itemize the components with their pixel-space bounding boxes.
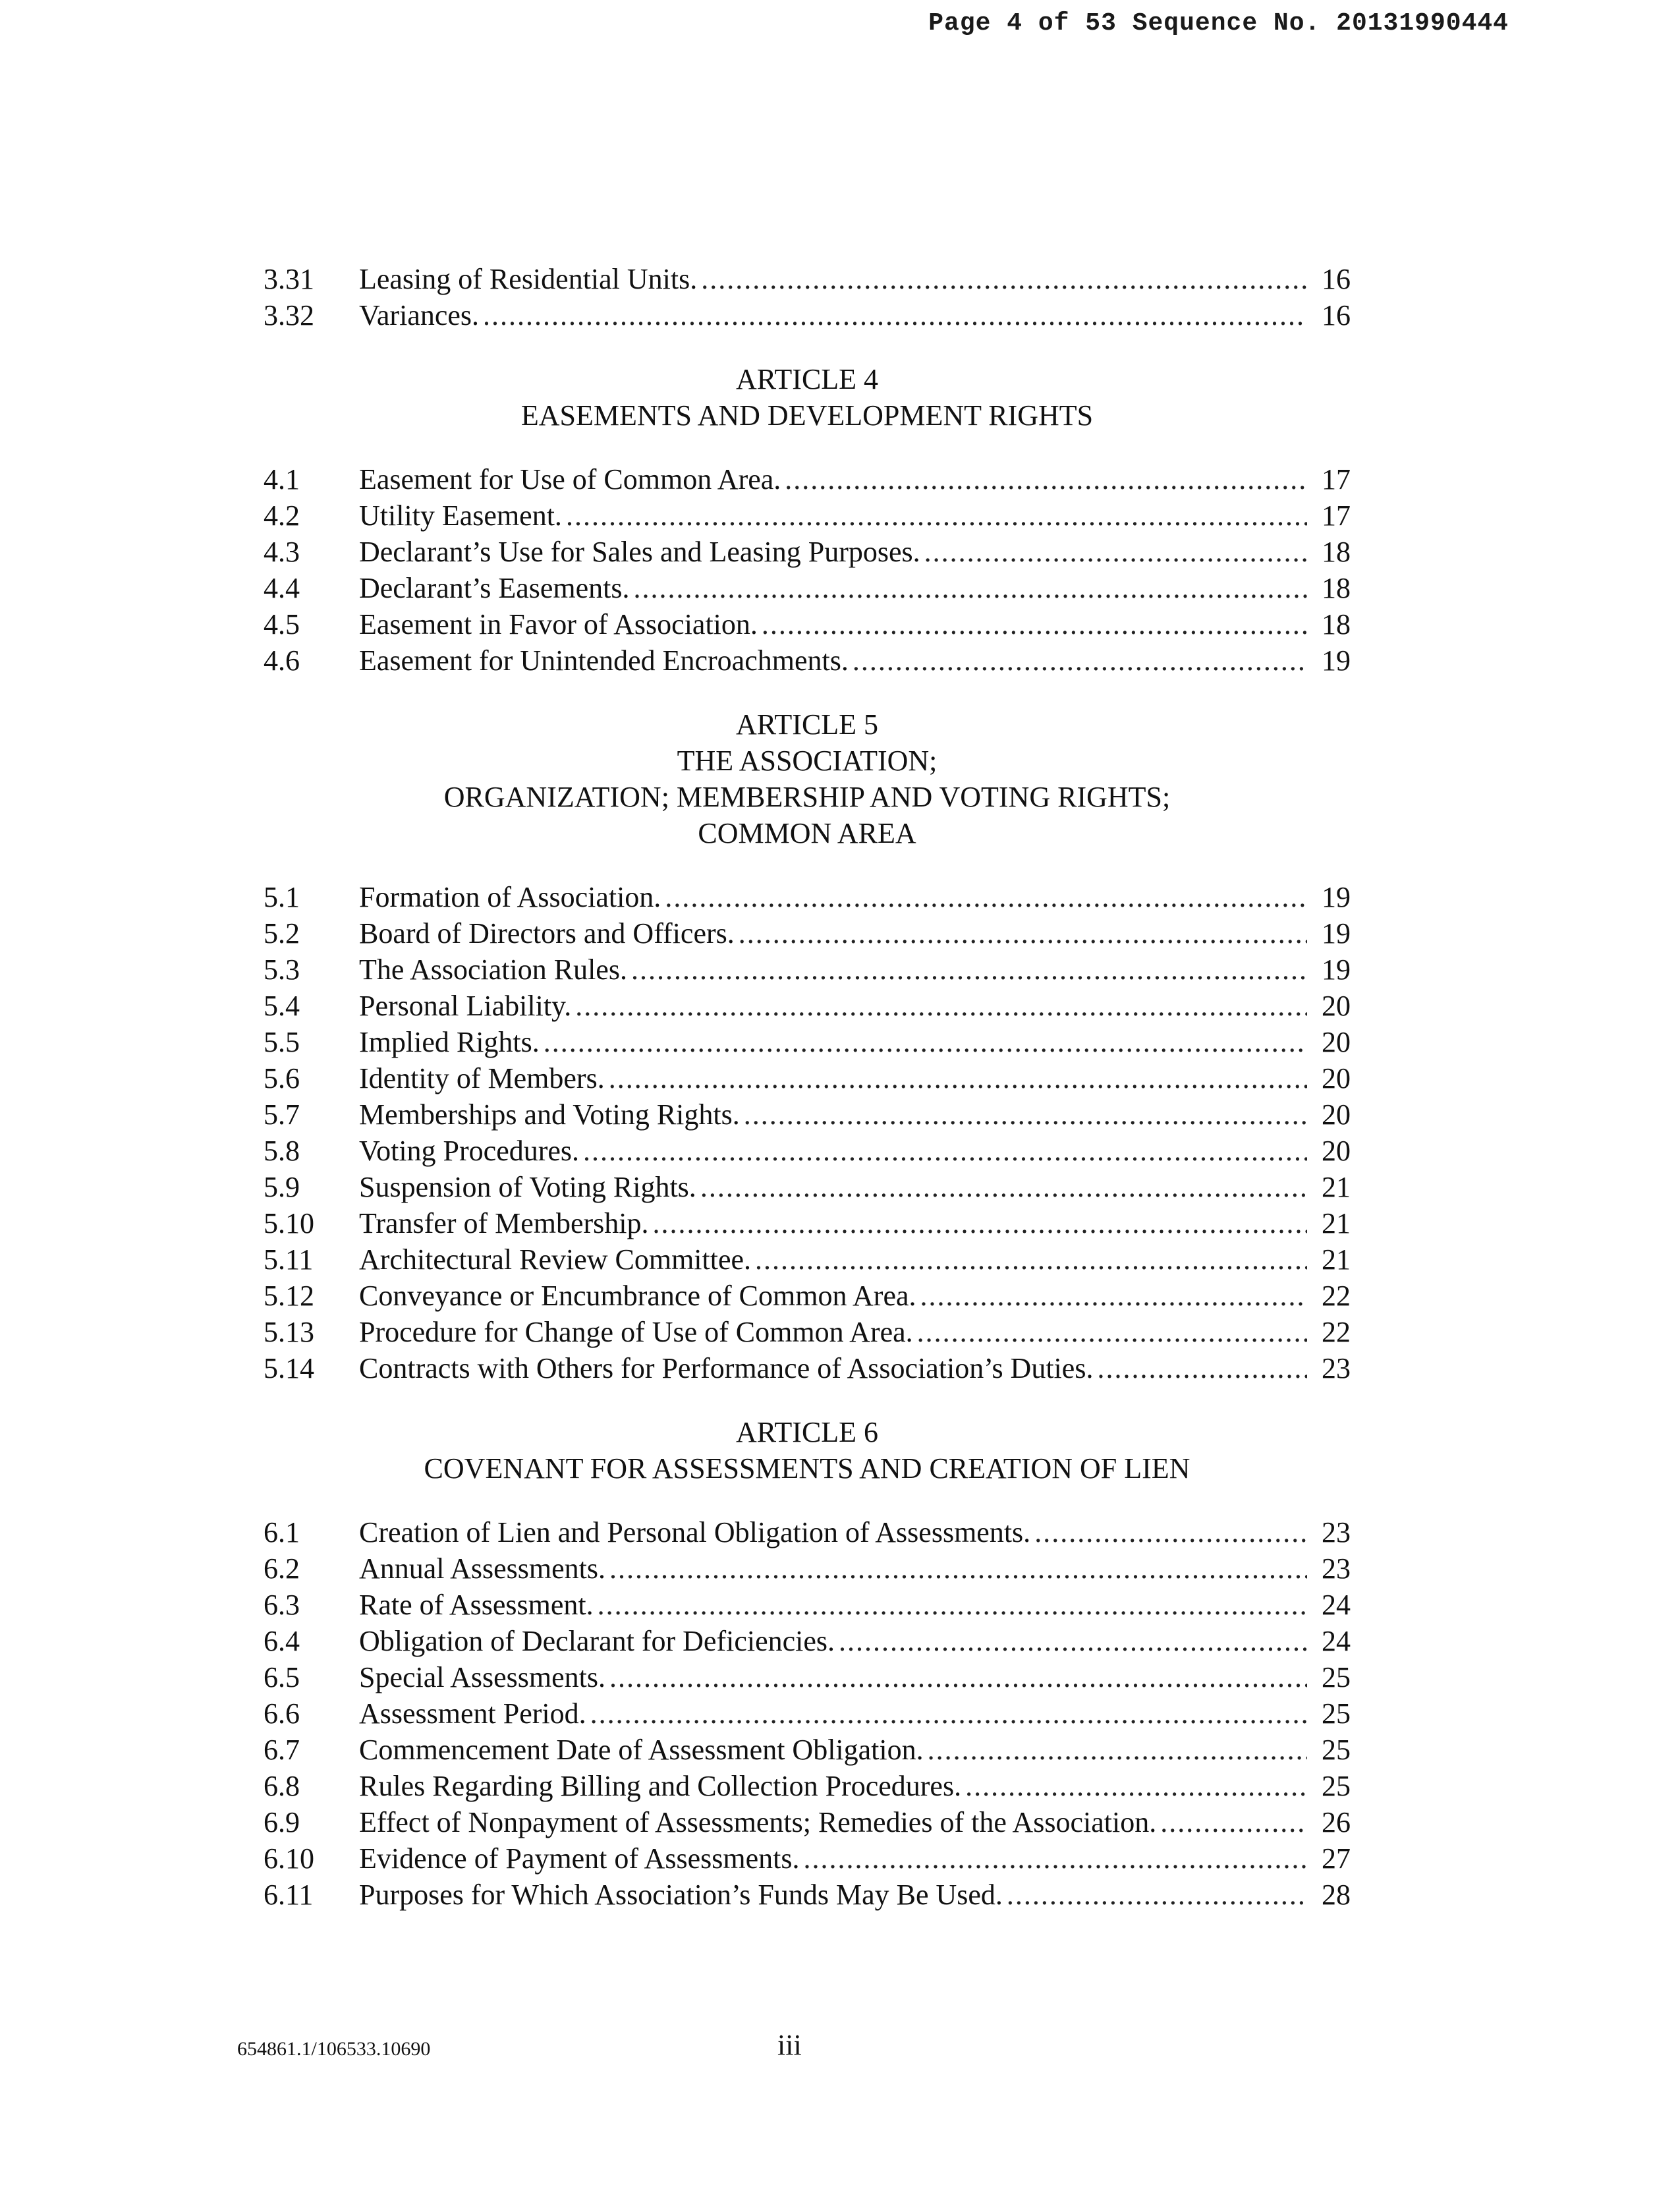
toc-entry-number: 5.11	[264, 1243, 314, 1276]
toc-entry	[264, 1587, 1351, 1623]
toc-entry	[264, 988, 1351, 1024]
dot-leader	[575, 988, 1307, 1024]
toc-entry-page: 25	[1322, 1770, 1351, 1802]
toc-entry-number: 6.4	[264, 1625, 300, 1657]
toc-entry-title: Rate of Assessment.	[359, 1589, 594, 1621]
dot-leader	[839, 1623, 1307, 1659]
toc-entry-page: 24	[1322, 1625, 1351, 1657]
toc-entry-page: 23	[1322, 1352, 1351, 1384]
table-of-contents	[264, 261, 1351, 1913]
toc-entry-title: Voting Procedures.	[359, 1135, 580, 1167]
toc-entry-number: 6.10	[264, 1842, 314, 1875]
toc-entry	[264, 951, 1351, 988]
toc-entry	[264, 461, 1351, 497]
toc-entry-title: Architectural Review Committee.	[359, 1243, 752, 1276]
toc-entry-page: 22	[1322, 1280, 1351, 1312]
toc-entry-title: Evidence of Payment of Assessments.	[359, 1842, 800, 1875]
toc-entry-number: 5.3	[264, 953, 300, 986]
toc-entry	[264, 1877, 1351, 1913]
toc-entry-number: 5.6	[264, 1062, 300, 1094]
toc-entry-title: Suspension of Voting Rights.	[359, 1171, 696, 1203]
toc-entry-number: 4.1	[264, 463, 300, 496]
toc-entry-title: Variances.	[359, 299, 480, 331]
toc-entry-title: Effect of Nonpayment of Assessments; Remedies of the Association.	[359, 1806, 1157, 1838]
toc-entry-page: 21	[1322, 1243, 1351, 1276]
toc-entry-page: 19	[1322, 953, 1351, 986]
toc-entry-page: 19	[1322, 881, 1351, 913]
toc-entry-title: Obligation of Declarant for Deficiencies.	[359, 1625, 835, 1657]
article-6-heading	[264, 1414, 1351, 1487]
toc-entry	[264, 1695, 1351, 1732]
toc-entry-page: 16	[1322, 263, 1351, 295]
toc-entry-page: 20	[1322, 1062, 1351, 1094]
toc-entry-number: 4.3	[264, 536, 300, 568]
toc-entry	[264, 1278, 1351, 1314]
dot-leader	[785, 461, 1307, 497]
toc-entry-number: 6.9	[264, 1806, 300, 1838]
toc-entry-page: 17	[1322, 499, 1351, 532]
toc-entry-title: Commencement Date of Assessment Obligation.	[359, 1734, 924, 1766]
toc-entry-number: 6.8	[264, 1770, 300, 1802]
toc-entry-title: Personal Liability.	[359, 990, 572, 1022]
toc-entry-number: 5.2	[264, 917, 300, 950]
page-number: iii	[777, 2029, 802, 2061]
article-title: THE ASSOCIATION;	[677, 745, 938, 777]
toc-entry-number: 5.9	[264, 1171, 300, 1203]
toc-entry-title: Contracts with Others for Performance of Association’s Duties.	[359, 1352, 1094, 1384]
dot-leader	[1160, 1804, 1307, 1840]
toc-entry-title: Identity of Members.	[359, 1062, 605, 1094]
toc-entry-page: 16	[1322, 299, 1351, 331]
dot-leader	[762, 606, 1307, 642]
toc-entry-page: 20	[1322, 1135, 1351, 1167]
dot-leader	[634, 570, 1307, 606]
toc-entry-page: 22	[1322, 1316, 1351, 1348]
article-number: ARTICLE 5	[735, 708, 879, 741]
toc-entry	[264, 642, 1351, 679]
toc-entry-title: Procedure for Change of Use of Common Area.	[359, 1316, 913, 1348]
toc-entry-page: 21	[1322, 1207, 1351, 1239]
article-6-entries	[264, 1514, 1351, 1913]
dot-leader	[583, 1133, 1307, 1169]
toc-entry	[264, 1169, 1351, 1205]
dot-leader	[803, 1840, 1307, 1877]
toc-entry-page: 27	[1322, 1842, 1351, 1875]
toc-entry	[264, 1623, 1351, 1659]
article-title: ORGANIZATION; MEMBERSHIP AND VOTING RIGHTS;	[443, 781, 1171, 813]
dot-leader	[566, 497, 1307, 534]
toc-entry	[264, 1350, 1351, 1386]
dot-leader	[924, 534, 1307, 570]
article-5-heading	[264, 706, 1351, 851]
toc-entry-page: 18	[1322, 608, 1351, 640]
article-title: COVENANT FOR ASSESSMENTS AND CREATION OF LIEN	[424, 1452, 1190, 1485]
toc-entry-number: 6.7	[264, 1734, 300, 1766]
article-5-entries	[264, 879, 1351, 1386]
toc-entry	[264, 1133, 1351, 1169]
toc-entry-number: 3.32	[264, 299, 314, 331]
dot-leader	[665, 879, 1307, 915]
toc-entry-title: Special Assessments.	[359, 1661, 605, 1693]
toc-entry-page: 20	[1322, 990, 1351, 1022]
toc-entry-title: Rules Regarding Billing and Collection Procedures.	[359, 1770, 962, 1802]
toc-entry	[264, 261, 1351, 297]
toc-entry-title: Declarant’s Easements.	[359, 572, 630, 604]
toc-entry-page: 25	[1322, 1734, 1351, 1766]
toc-entry	[264, 915, 1351, 951]
article-4-entries	[264, 461, 1351, 679]
toc-entry-title: Implied Rights.	[359, 1026, 540, 1058]
toc-entry-number: 5.12	[264, 1280, 314, 1312]
toc-entry-page: 23	[1322, 1552, 1351, 1585]
toc-entry-title: Easement for Unintended Encroachments.	[359, 644, 849, 677]
toc-entry-number: 5.1	[264, 881, 300, 913]
page-sequence-stamp: Page 4 of 53 Sequence No. 20131990444	[928, 9, 1509, 38]
toc-entry-number: 5.7	[264, 1098, 300, 1131]
toc-entry	[264, 606, 1351, 642]
dot-leader	[631, 951, 1307, 988]
dot-leader	[653, 1205, 1307, 1241]
toc-entry-number: 6.3	[264, 1589, 300, 1621]
toc-entry-title: Board of Directors and Officers.	[359, 917, 735, 950]
toc-entry-title: Assessment Period.	[359, 1697, 586, 1730]
toc-entry-page: 26	[1322, 1806, 1351, 1838]
toc-entry-number: 6.5	[264, 1661, 300, 1693]
toc-entry	[264, 1241, 1351, 1278]
toc-entry-title: Annual Assessments.	[359, 1552, 605, 1585]
dot-leader	[744, 1096, 1307, 1133]
toc-entry-page: 28	[1322, 1879, 1351, 1911]
toc-entry	[264, 570, 1351, 606]
toc-entry-title: Purposes for Which Association’s Funds May Be Used.	[359, 1879, 1003, 1911]
toc-entry-page: 17	[1322, 463, 1351, 496]
dot-leader	[483, 297, 1307, 333]
toc-entry	[264, 879, 1351, 915]
toc-entry	[264, 1096, 1351, 1133]
toc-entry	[264, 1659, 1351, 1695]
toc-entry-title: Memberships and Voting Rights.	[359, 1098, 740, 1131]
toc-entry-number: 5.10	[264, 1207, 314, 1239]
toc-entry-title: Leasing of Residential Units.	[359, 263, 698, 295]
toc-entry-number: 6.1	[264, 1516, 300, 1548]
toc-entry-title: Easement for Use of Common Area.	[359, 463, 781, 496]
dot-leader	[609, 1659, 1307, 1695]
dot-leader	[928, 1732, 1307, 1768]
dot-leader	[917, 1314, 1307, 1350]
dot-leader	[590, 1695, 1307, 1732]
toc-entry-number: 4.6	[264, 644, 300, 677]
dot-leader	[853, 642, 1307, 679]
dot-leader	[598, 1587, 1307, 1623]
dot-leader	[609, 1550, 1307, 1587]
document-reference-code: 654861.1/106533.10690	[237, 2038, 431, 2060]
toc-entry-title: The Association Rules.	[359, 953, 627, 986]
toc-entry-number: 6.2	[264, 1552, 300, 1585]
toc-entry-number: 5.13	[264, 1316, 314, 1348]
toc-entry-page: 24	[1322, 1589, 1351, 1621]
dot-leader	[700, 1169, 1307, 1205]
toc-entry-number: 5.5	[264, 1026, 300, 1058]
toc-entry	[264, 1205, 1351, 1241]
article-number: ARTICLE 4	[735, 363, 879, 395]
toc-entry-page: 21	[1322, 1171, 1351, 1203]
article-3-continued	[264, 261, 1351, 333]
toc-entry-page: 19	[1322, 644, 1351, 677]
toc-entry-title: Transfer of Membership.	[359, 1207, 649, 1239]
toc-entry-number: 5.4	[264, 990, 300, 1022]
dot-leader	[1007, 1877, 1307, 1913]
dot-leader	[544, 1024, 1307, 1060]
toc-entry	[264, 534, 1351, 570]
dot-leader	[1097, 1350, 1307, 1386]
toc-entry-number: 4.5	[264, 608, 300, 640]
dot-leader	[965, 1768, 1307, 1804]
article-title: COMMON AREA	[698, 817, 916, 849]
toc-entry-number: 5.14	[264, 1352, 314, 1384]
toc-entry	[264, 497, 1351, 534]
toc-entry-page: 19	[1322, 917, 1351, 950]
toc-entry-page: 18	[1322, 536, 1351, 568]
dot-leader	[920, 1278, 1308, 1314]
toc-entry	[264, 1060, 1351, 1096]
toc-entry-page: 20	[1322, 1098, 1351, 1131]
dot-leader	[1034, 1514, 1307, 1550]
toc-entry-page: 23	[1322, 1516, 1351, 1548]
toc-entry-page: 20	[1322, 1026, 1351, 1058]
toc-entry-number: 6.11	[264, 1879, 314, 1911]
article-number: ARTICLE 6	[735, 1416, 879, 1448]
toc-entry-number: 3.31	[264, 263, 314, 295]
toc-entry-number: 4.2	[264, 499, 300, 532]
toc-entry-number: 6.6	[264, 1697, 300, 1730]
toc-entry	[264, 1732, 1351, 1768]
toc-entry-title: Declarant’s Use for Sales and Leasing Purposes.	[359, 536, 920, 568]
dot-leader	[701, 261, 1307, 297]
toc-entry-title: Utility Easement.	[359, 499, 562, 532]
toc-entry-title: Easement in Favor of Association.	[359, 608, 758, 640]
toc-entry	[264, 1768, 1351, 1804]
dot-leader	[755, 1241, 1307, 1278]
toc-entry	[264, 1314, 1351, 1350]
toc-entry	[264, 297, 1351, 333]
dot-leader	[739, 915, 1307, 951]
toc-entry-title: Formation of Association.	[359, 881, 661, 913]
dot-leader	[609, 1060, 1307, 1096]
article-4-heading	[264, 361, 1351, 434]
toc-entry-page: 25	[1322, 1697, 1351, 1730]
toc-entry	[264, 1804, 1351, 1840]
toc-entry	[264, 1514, 1351, 1550]
article-title: EASEMENTS AND DEVELOPMENT RIGHTS	[520, 399, 1094, 432]
toc-entry-title: Creation of Lien and Personal Obligation of Assessments.	[359, 1516, 1031, 1548]
toc-entry	[264, 1024, 1351, 1060]
toc-entry-title: Conveyance or Encumbrance of Common Area.	[359, 1280, 916, 1312]
toc-entry-page: 18	[1322, 572, 1351, 604]
toc-entry-number: 4.4	[264, 572, 300, 604]
toc-entry-number: 5.8	[264, 1135, 300, 1167]
toc-entry-page: 25	[1322, 1661, 1351, 1693]
toc-entry	[264, 1550, 1351, 1587]
toc-entry	[264, 1840, 1351, 1877]
